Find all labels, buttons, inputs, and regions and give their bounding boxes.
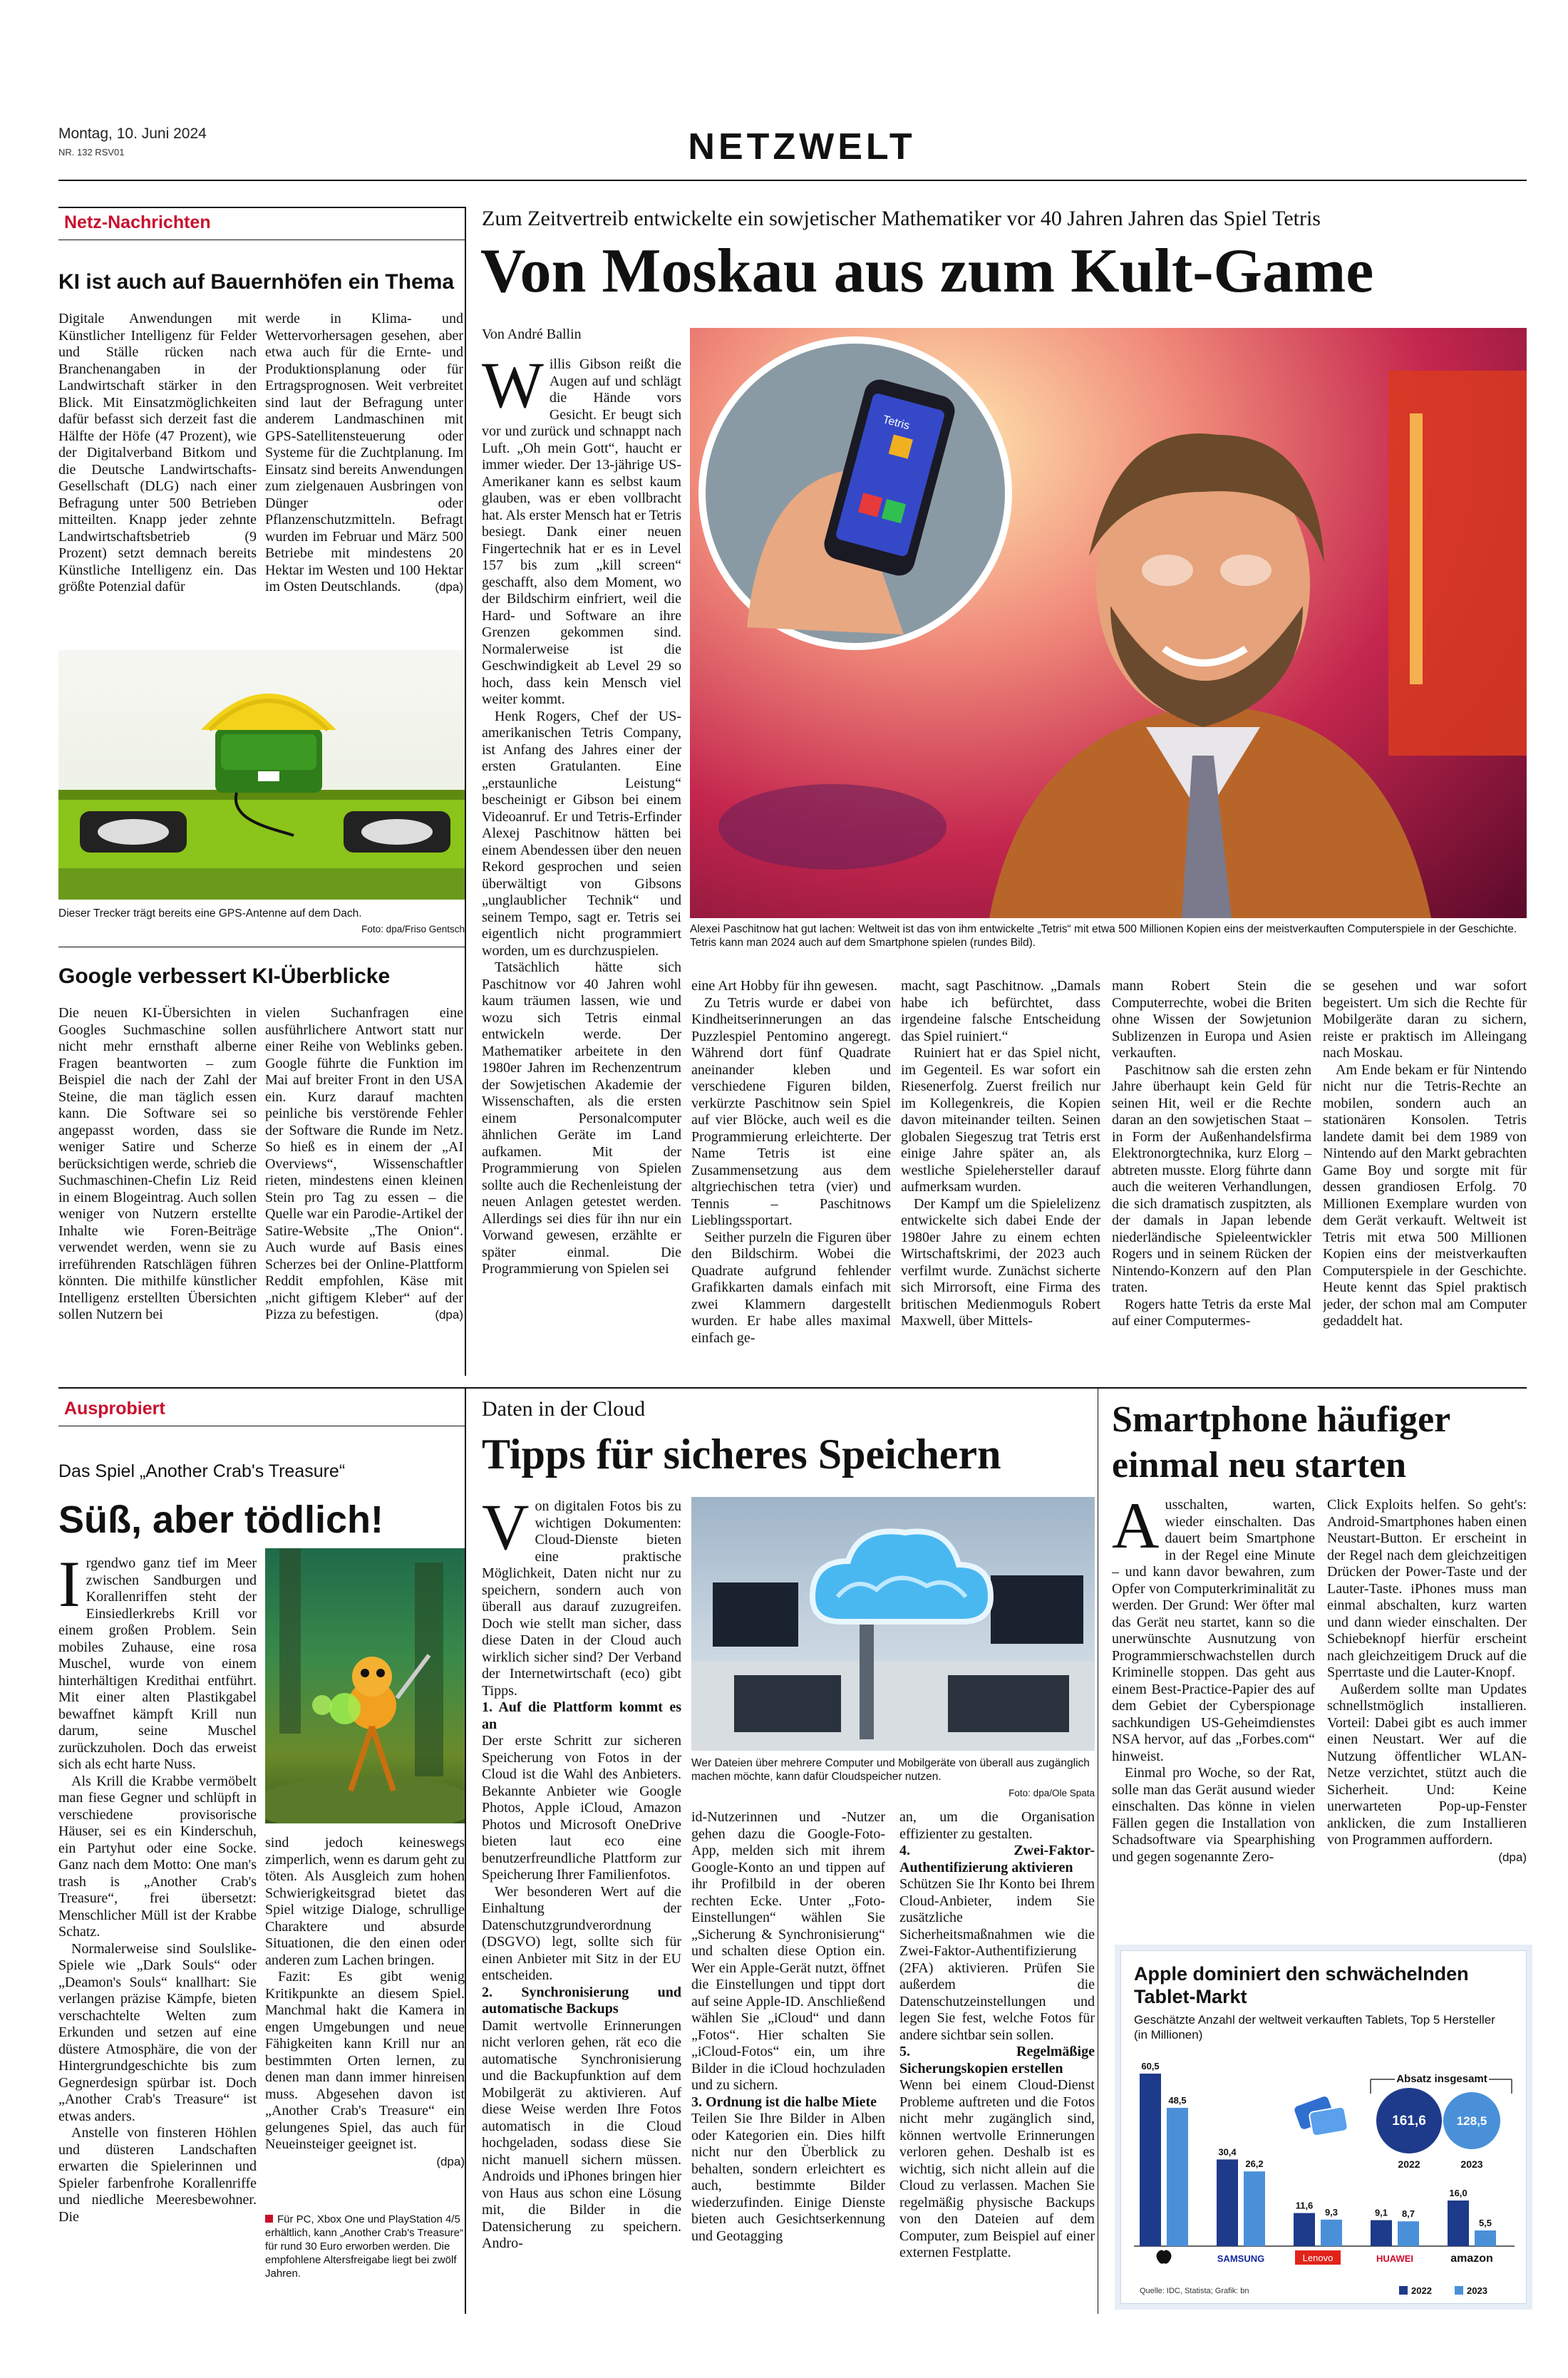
tetris-col1 bbox=[482, 356, 681, 1372]
tetris-col1-p2: Henk Rogers, Chef der US-amerikanischen Tetris Company, ist Anfang des Jahres einer der ersten Gratulanten. Eine „erstaunliche Leistung“ bescheinigt er Gibson bei einem Videoanruf. Er und Tetris-Erfinder Alexej Paschitnow hätten bei einem Abendessen über den neuen Rekord gesprochen und seien überwältigt von Gibsons „unglaublicher Technik“ und seinem Tempo, sagt er. Tetris sei eigentlich nicht programmiert worden, um es durchzuspielen. bbox=[482, 708, 681, 959]
tractor-credit: Foto: dpa/Friso Gentsch bbox=[361, 924, 465, 935]
tablet-icon-front bbox=[1309, 2106, 1348, 2136]
crab-label: Ausprobiert bbox=[64, 1399, 165, 1419]
news1-col1: Digitale Anwendungen mit Künstlicher Intelligenz für Felder und Ställe rücken nach Branchenangaben in der Landwirtschaft stärker in den Blick. Mit Einsatzmöglichkeiten dafür befasst sich derzeit fast die Hälfte der Höfe (47 Prozent), wie der Digitalverband Bitkom und die Deutsche Landwirtschafts-Gesellschaft (DLG) nach einer Befragung unter 500 Betrieben mitteilten. Knapp jeder zehnte Landwirtschaftsbetrieb (9 Prozent) setzt demnach bereits Künstliche Intelligenz ein. Das größte Potenzial dafür bbox=[58, 311, 257, 594]
tetris-col5-p2: Am Ende bekam er für Nintendo nicht nur die Tetris-Rechte an mobilen, sondern auch an stationären Konsolen. Tetris landete damit bei dem 1989 von Nintendo auf den Markt gebrachten Game Boy und sorgte mit für dessen grandiosen Erfolg. 70 Millionen Exemplare wurden von dem Gerät verkauft. Weltweit ist Tetris mit etwa 500 Millionen Kopien eins der meistverkauften Computerspiele in der Geschichte. Heute kennt das Spiel praktisch jeder, der schon mal am Computer gedaddelt hat. bbox=[1323, 1061, 1527, 1329]
restart-col2-p2: Außerdem sollte man Updates schnellstmöglich installieren. Vorteil: Dabei gibt es auch immer einen Neustart. Wer auf die Nutzung öffentlicher WLAN-Netze verzichtet, stützt auch die Sicherheit. Und: Keine unerwarteten Pop-up-Fenster anklicken, die zum Installieren von Programmen auffordern. bbox=[1327, 1681, 1527, 1848]
tetris-col4-p1: mann Robert Stein die Computerrechte, wobei die Briten ohne Wissen der Sowjetunion Sublizenzen in Europa und Asien verkauften. bbox=[1112, 978, 1311, 1061]
cloud-p1: Der erste Schritt zur sicheren Speicherung von Fotos in der Cloud ist die Wahl des Anbieters. Bekannte Anbieter wie Google Photos, Apple iCloud, Amazon Photos und Microsoft OneDrive bieten laut eco eine benutzerfreundliche Plattform zur Speicherung Ihrer Familienfotos. bbox=[482, 1733, 681, 1883]
cloud-p1b: Wer besonderen Wert auf die Einhaltung der Datenschutzgrundverordnung (DSGVO) legt, sollte sich für einen Anbieter mit Sitz in der EU entscheiden. bbox=[482, 1883, 681, 1983]
category-label-huawei: HUAWEI bbox=[1376, 2253, 1413, 2264]
bar-lenovo-2023 bbox=[1321, 2220, 1342, 2246]
category-label-samsung: SAMSUNG bbox=[1217, 2253, 1265, 2264]
value-label-samsung-2023: 26,2 bbox=[1245, 2158, 1264, 2170]
cloud-heading-3: 3. Ordnung ist die halbe Miete bbox=[691, 2094, 877, 2110]
crab-source-line bbox=[265, 2153, 465, 2171]
news1-col2 bbox=[265, 311, 463, 639]
news2-headline: Google verbessert KI-Überblicke bbox=[58, 964, 391, 988]
news2-col2 bbox=[265, 1005, 463, 1370]
value-label-amazon-2023: 5,5 bbox=[1478, 2218, 1492, 2228]
tetris-dropcap: W bbox=[482, 356, 544, 421]
left-column-rule bbox=[465, 207, 466, 1376]
bar-huawei-2022 bbox=[1371, 2220, 1392, 2246]
cloud-p4: Schützen Sie Ihr Konto bei Ihrem Cloud-Anbieter, indem Sie zusätzliche Sicherheitsmaßnahmen wie die Zwei-Faktor-Authentifizierung (2FA) aktivieren. Prüfen Sie außerdem die Datenschutzeinstellungen und legen Sie fest, welche Fotos für andere sichtbar sein sollen. bbox=[899, 1876, 1095, 2043]
crab-col1-p2: Als Krill die Krabbe vermöbelt man fiese Gegner und schlüpft in verschiedene provisorische Häuser, sei es ein Kinderschuh, ein Partyhut oder eine Socke. Ganz nach dem Motto: One man's trash is „Another Crab's Treasure“, frei übersetzt: Menschlicher Müll ist der Krabbe Schatz. bbox=[58, 1773, 257, 1940]
chart-subtitle: Geschätzte Anzahl der weltweit verkauften Tablets, Top 5 Hersteller (in Millionen) bbox=[1134, 2013, 1495, 2042]
bar-apple-2022 bbox=[1140, 2074, 1161, 2246]
value-label-huawei-2023: 8,7 bbox=[1401, 2208, 1415, 2220]
cloud-heading-4: 4. Zwei-Faktor-Authentifizierung aktivieren bbox=[899, 1843, 1095, 1875]
tetris-col2 bbox=[691, 978, 891, 1372]
bottom-section-rule bbox=[58, 1387, 1527, 1389]
crab-col1-lead: rgendwo ganz tief im Meer zwischen Sandburgen und Korallenriffen steht der Einsiedlerkrebs Krill vor einem großen Problem. Sein mobiles Zuhause, eine rosa Muschel, wurde von einem hinterhältigen Kredithai entführt. Mit einer alten Plastikgabel bewaffnet kämpft Krill nun darum, seine Muschel zurückzuholen. Doch das erweist sich als echt harte Nuss. bbox=[58, 1555, 257, 1772]
tetris-col2-p2: Zu Tetris wurde er dabei von Kindheitserinnerungen an das Puzzlespiel Pentomino angeregt. Während dort fünf Quadrate aneinander kleben und verschiedene Figuren bilden, verkürzte Paschitnow sein Spiel auf vier Blöcke, auch weil es die Programmierung erleichterte. Der Name Tetris ist eine Zusammensetzung aus dem altgriechischen tetra (vier) und Tennis – Paschitnows Lieblingssportart. bbox=[691, 994, 891, 1228]
apple-logo-icon bbox=[1157, 2250, 1172, 2264]
crab-headline: Süß, aber tödlich! bbox=[58, 1498, 384, 1541]
cloud-p5: Wenn bei einem Cloud-Dienst Probleme auftreten und die Fotos nicht mehr zugänglich sind, können wertvolle Erinnerungen verloren gehen. Deshalb ist es wichtig, sich nicht allein auf die Cloud zu verlassen. Machen Sie regelmäßig physische Backups von den Dateien auf dem Computer, zum Beispiel auf einer externen Festplatte. bbox=[899, 2077, 1095, 2260]
cloud-photo bbox=[691, 1497, 1095, 1751]
total-year-2023: 2023 bbox=[1460, 2158, 1483, 2170]
crab-col2-p2: Fazit: Es gibt wenig Kritikpunkte an diesem Spiel. Manchmal hakt die Kamera in engen Umgebungen und neue Fähigkeiten kann Krill nur an bestimmten Orten lernen, zu denen man dann immer hinreisen muss. Abgesehen davon ist „Another Crab's Treasure“ ein gelungenes Spiel, das auch für Neueinsteiger geeignet ist. bbox=[265, 1969, 465, 2152]
cloud-heading-2: 2. Synchronisierung und automatische Backups bbox=[482, 1984, 681, 2017]
phone-screen-text: Tetris bbox=[881, 413, 911, 433]
crab-column-rule bbox=[465, 1387, 466, 2314]
bar-samsung-2022 bbox=[1217, 2159, 1238, 2246]
masthead-rule bbox=[58, 180, 1527, 181]
issue-date: Montag, 10. Juni 2024 bbox=[58, 125, 207, 142]
cloud-col2a: id-Nutzerinnen und -Nutzer gehen dazu die Google-Foto-App, melden sich mit ihrem Google-Konto an und tippen auf ihr Profilbild in der oberen rechten Ecke. Unter „Foto-Einstellungen“ wählen Sie „Sicherung & Synchronisierung“ und schalten diese Option ein. Wer ein Apple-Gerät nutzt, öffnet die Einstellungen und tippt dort auf seine Apple-ID. Anschließend wählen Sie „iCloud“ und dann „Fotos“. Hier schalten Sie „iCloud-Fotos“ ein, um ihre Bilder in die iCloud hochzuladen und zu sichern. bbox=[691, 1809, 885, 2093]
chart-title: Apple dominiert den schwächelnden Tablet-Markt bbox=[1134, 1963, 1469, 2007]
crab-dropcap: I bbox=[58, 1555, 81, 1620]
crab-info-marker bbox=[265, 2215, 273, 2223]
crab-col1 bbox=[58, 1555, 257, 2311]
restart-dropcap: A bbox=[1112, 1497, 1160, 1562]
tetris-caption: Alexei Paschitnow hat gut lachen: Weltweit ist das von ihm entwickelte „Tetris“ mit etwa 500 Millionen Kopien eins der meistverkauften Computerspiele in der Geschichte. Tetris kann man 2024 auch auf dem Smartphone spielen (rundes Bild). bbox=[690, 923, 1517, 949]
tetris-col5-p1: se gesehen und war sofort begeistert. Um sich die Rechte für Mobilgeräte daran zu sichern, reiste er praktisch im Alleingang nach Moskau. bbox=[1323, 978, 1527, 1061]
tetris-byline: Von André Ballin bbox=[482, 326, 582, 342]
value-label-samsung-2022: 30,4 bbox=[1218, 2146, 1237, 2158]
tractor-gps-illustration bbox=[58, 650, 465, 900]
totals-title: Absatz insgesamt bbox=[1396, 2073, 1487, 2085]
cloud-col3a: an, um die Organisation effizienter zu gestalten. bbox=[899, 1809, 1095, 1842]
bar-apple-2023 bbox=[1167, 2108, 1188, 2246]
news2-col2-text: vielen Suchanfragen eine ausführlichere Antwort statt nur einer Reihe von Weblinks geben. Google führte die Funktion im Mai auf breiter Front in den USA ein. Kurz darauf machten peinliche bis verstörende Fehler der Software die Runde im Netz. So hieß es in einem der „AI Overviews“, Wissenschaftler rieten, mindestens einen kleinen Stein pro Tag zu essen – die Quelle war ein Parodie-Artikel der Satire-Website „The Onion“. Auch wurde auf Basis eines Scherzes bei der Online-Plattform Reddit empfohlen, Käse mit „nicht giftigem Kleber“ auf der Pizza zu befestigen. bbox=[265, 1005, 463, 1322]
tetris-kicker: Zum Zeitvertreib entwickelte ein sowjetischer Mathematiker vor 40 Jahren Jahren das Spiel Tetris bbox=[482, 207, 1321, 230]
tetris-col3-p3: Der Kampf um die Spielelizenz entwickelte sich dabei Ende der 1980er Jahre zu einem echten Wirtschaftskrimi, der 2023 auch verfilmt wurde. Zunächst sicherte sich Mirrorsoft, eine Firma des britischen Medienmoguls Robert Maxwell, über Mittels- bbox=[901, 1195, 1100, 1329]
crab-col2 bbox=[265, 1835, 465, 2205]
news1-source: (dpa) bbox=[435, 580, 463, 594]
crab-source: (dpa) bbox=[436, 2154, 465, 2168]
tetris-headline: Von Moskau aus zum Kult-Game bbox=[480, 237, 1374, 306]
cloud-storage-illustration bbox=[691, 1497, 1095, 1751]
tractor-photo bbox=[58, 650, 465, 900]
news-top-rule bbox=[58, 207, 466, 208]
crab-col2-p1: sind jedoch keineswegs zimperlich, wenn es darum geht zu töten. Als Ausgleich zum hohen Schwierigkeitsgrad bietet das Spiel witzige Dialoge, schrullige Charaktere und absurde Situationen, die den einen oder anderen zum Lachen bringen. bbox=[265, 1835, 465, 1968]
legend-label-2023: 2023 bbox=[1467, 2285, 1487, 2296]
category-label-lenovo: Lenovo bbox=[1302, 2253, 1334, 2263]
total-year-2022: 2022 bbox=[1398, 2158, 1420, 2170]
section-title: NETZWELT bbox=[688, 126, 916, 168]
cloud-col1 bbox=[482, 1498, 681, 2311]
bar-amazon-2023 bbox=[1475, 2230, 1496, 2246]
tetris-col5 bbox=[1323, 978, 1527, 1372]
crab-col1-p4: Anstelle von finsteren Höhlen und düsteren Landschaften erwarten die Spielerinnen und Spieler farbenfrohe Korallenriffe und niedliche Meeresbewohner. Die bbox=[58, 2125, 257, 2225]
value-label-apple-2022: 60,5 bbox=[1141, 2061, 1160, 2071]
restart-col2-p1: Click Exploits helfen. So geht's: Android-Smartphones haben einen Neustart-Button. Er erscheint in der Regel nach dem gleichzeitigen Drücken der Power-Taste und der Lauter-Taste. iPhones muss man einmal abschalten, kurz warten und dann wieder einschalten. Der Schiebeknopf hierfür erscheint nach gleichzeitigem Druck auf die Sperrtaste und die Lauter-Knopf. bbox=[1327, 1497, 1527, 1680]
tetris-col3-p1: macht, sagt Paschitnow. „Damals habe ich befürchtet, dass irgendeine falsche Entscheidung das Spiel ruiniert.“ bbox=[901, 978, 1100, 1044]
tetris-col1-p3: Tatsächlich hätte sich Paschitnow vor 40 Jahren wohl kaum träumen lassen, wie und wozu sich Tetris einmal entwickeln werde. Der Mathematiker arbeitete in den 1980er Jahren im Rechenzentrum der Sowjetischen Akademie der Wissenschaften, als die ersten einem Personalcomputer ähnlichen Geräte im Land aufkamen. Mit der Programmierung von Spielen sollte auch die Rechenleistung der neuen Anlagen getestet werden. Allerdings sei dies für ihn nur ein Vorwand gewesen, erzählte er später einmal. Die Programmierung von Spielen sei bbox=[482, 959, 681, 1277]
bar-amazon-2022 bbox=[1448, 2201, 1469, 2246]
tetris-col2-p1: eine Art Hobby für ihn gewesen. bbox=[691, 978, 878, 994]
news-label: Netz-Nachrichten bbox=[64, 212, 211, 232]
total-value-2022: 161,6 bbox=[1392, 2114, 1426, 2129]
tetris-col4-p2: Paschitnow sah die ersten zehn Jahre überhaupt kein Geld für seinen Hit, weil er die Rechte daran an den sowjetischen Staat – in Form der Außenhandelsfirma Elektronorgtechnika, kurz Elorg – abtreten musste. Elorg führte dann auch die weiteren Verhandlungen, die sich dramatisch zuspitzten, als der damals in Japan lebende niederländische Spieleentwickler Rogers und in seinem Rücken der Nintendo-Konzern auf den Plan traten. bbox=[1112, 1061, 1311, 1295]
cloud-p3: Teilen Sie Ihre Bilder in Alben oder Kategorien ein. Dies hilft nicht nur den Überblick zu behalten, sondern erleichtert es auch, bestimmte Bilder wiederzufinden. Einige Dienste bieten auch Gesichtserkennung und Geotagging bbox=[691, 2111, 885, 2244]
restart-source-line bbox=[1327, 1849, 1527, 1866]
crab-info-box bbox=[265, 2213, 465, 2280]
restart-col2 bbox=[1327, 1497, 1527, 1953]
portrait-illustration bbox=[690, 328, 1527, 918]
cloud-col3 bbox=[899, 1809, 1095, 2311]
news1-headline: KI ist auch auf Bauernhöfen ein Thema bbox=[58, 270, 455, 294]
tetris-col4 bbox=[1112, 978, 1311, 1372]
cloud-kicker: Daten in der Cloud bbox=[482, 1397, 646, 1421]
news1-col2-text: werde in Klima- und Wettervorhersagen gesehen, aber etwa auch für die Ernte- und Produktionsplanung oder für Ertragsprognosen. Weit verbreitet sind laut der Befragung unter anderem Landmaschinen mit GPS-Satellitensteuerung oder Systeme für die Zuchtplanung. Im Einsatz sind bereits Anwendungen zum zielgenauen Ausbringen von Dünger oder Pflanzenschutzmitteln. Befragt wurden im Februar und März 500 Betriebe mit mindestens 20 Hektar im Westen und 100 Hektar im Osten Deutschlands. bbox=[265, 311, 463, 594]
tetris-col3 bbox=[901, 978, 1100, 1372]
legend-swatch-2022 bbox=[1399, 2286, 1408, 2295]
restart-headline: Smartphone häufiger einmal neu starten bbox=[1112, 1399, 1450, 1486]
value-label-amazon-2022: 16,0 bbox=[1449, 2188, 1468, 2198]
cloud-caption: Wer Dateien über mehrere Computer und Mobilgeräte von überall aus zugänglich machen möchte, kann dafür Cloudspeicher nutzen. bbox=[691, 1757, 1090, 1783]
tetris-col2-p3: Seither purzeln die Figuren über den Bildschirm. Wobei die Quadrate aufgrund fehlender Grafikkarten damals einfach mit zwei Klammern dargestellt wurden. Er habe alles maximal einfach ge- bbox=[691, 1229, 891, 1346]
bar-samsung-2023 bbox=[1244, 2171, 1265, 2246]
crab-info-text: Für PC, Xbox One und PlayStation 4/5 erhältlich, kann „Another Crab's Treasure“ für rund 30 Euro erworben werden. Die empfohlene Altersfreigabe liegt bei zwölf Jahren. bbox=[265, 2213, 463, 2280]
value-label-lenovo-2023: 9,3 bbox=[1324, 2206, 1339, 2218]
restart-source: (dpa) bbox=[1498, 1850, 1527, 1864]
cloud-dropcap: V bbox=[482, 1498, 530, 1563]
crab-character-illustration bbox=[265, 1548, 465, 1823]
news2-source: (dpa) bbox=[435, 1308, 463, 1322]
value-label-apple-2023: 48,5 bbox=[1168, 2095, 1187, 2106]
value-label-lenovo-2022: 11,6 bbox=[1295, 2200, 1314, 2211]
cloud-p2: Damit wertvolle Erinnerungen nicht verloren gehen, rät eco die automatische Synchronisierung und die Backupfunktion auf dem Mobilgerät zu aktivieren. Auf diese Weise werden Ihre Fotos automatisch in die Cloud hochgeladen, sodass diese Sie nicht manuell sichern müssen. Androids und iPhones bringen hier von Haus aus schon eine Lösung mit, die Bilder in die Datensicherung zu speichern. Andro- bbox=[482, 2017, 681, 2251]
tetris-col4-p3: Rogers hatte Tetris da erste Mal auf einer Computermes- bbox=[1112, 1296, 1311, 1329]
category-label-amazon: amazon bbox=[1450, 2253, 1493, 2265]
tablet-chart-box bbox=[1120, 1950, 1527, 2304]
crab-game-screenshot bbox=[265, 1548, 465, 1823]
cloud-credit: Foto: dpa/Ole Spata bbox=[1009, 1788, 1095, 1798]
cloud-heading-1: 1. Auf die Plattform kommt es an bbox=[482, 1699, 681, 1732]
cloud-col2 bbox=[691, 1809, 885, 2311]
tetris-col3-p2: Ruiniert hat er das Spiel nicht, im Gegenteil. Es war sofort ein Riesenerfolg. Zuerst freilich nur im Kollegenkreis, die Kopien davon miteinander teilten. Seinen globalen Siegeszug trat Tetris erst einige Jahre später an, als westliche Spielehersteller darauf aufmerksam wurden. bbox=[901, 1045, 1100, 1195]
news2-col1: Die neuen KI-Übersichten in Googles Suchmaschine sollen nicht mehr ernsthaft alberne Fragen beantworten – zum Beispiel die nach der Zahl der Steine, die man täglich essen kann. Die Software sei so angepasst worden, dass sie weniger Satire und Scherze berücksichtigen werde, schrieb die Suchmaschinen-Chefin Liz Reid in einem Blogeintrag. Auch sollen weniger von Nutzern erstellte Inhalte wie Foren-Beiträge verwendet werden, wenn sie zu irreführenden Ratschlägen führen könnten. Die mithilfe künstlicher Intelligenz erstellten Übersichten sollen Nutzern bei bbox=[58, 1005, 257, 1322]
crab-col1-p3: Normalerweise sind Soulslike-Spiele wie „Dark Souls“ oder „Deamon's Souls“ knallhart: Sie verlangen präzise Kämpfe, bieten verschachtelte Welten zum Erkunden und setzen auf eine düstere Atmosphäre, die von der Hintergrundgeschichte bis zum Gegnerdesign spürbar ist. Doch „Another Crab's Treasure“ ist etwas anders. bbox=[58, 1940, 257, 2124]
tractor-caption: Dieser Trecker trägt bereits eine GPS-Antenne auf dem Dach. bbox=[58, 907, 362, 920]
legend-swatch-2023 bbox=[1455, 2286, 1463, 2295]
cloud-col1-lead: on digitalen Fotos bis zu wichtigen Dokumenten: Cloud-Dienste bieten eine praktische Möglichkeit, Daten nicht nur zu speichern, sondern auch von überall aus darauf zuzugreifen. Doch wie stellt man sicher, dass diese Daten in der Cloud auch wirklich sicher sind? Der Verband der Internetwirtschaft (eco) gibt Tipps. bbox=[482, 1498, 681, 1699]
bar-huawei-2023 bbox=[1398, 2221, 1419, 2246]
restart-col1 bbox=[1112, 1497, 1315, 1953]
cloud-headline: Tipps für sicheres Speichern bbox=[482, 1431, 1001, 1478]
bar-lenovo-2022 bbox=[1294, 2213, 1315, 2246]
total-value-2023: 128,5 bbox=[1456, 2114, 1487, 2128]
paschitnow-photo bbox=[690, 328, 1527, 918]
issue-number: NR. 132 RSV01 bbox=[58, 147, 125, 158]
legend-label-2022: 2022 bbox=[1411, 2285, 1432, 2296]
cloud-heading-5: 5. Regelmäßige Sicherungskopien erstellen bbox=[899, 2044, 1095, 2076]
restart-col1-p2: Einmal pro Woche, so der Rat, solle man das Gerät ausund wieder einschalten. Das könne in vielen Fällen gegen die Installation von Schadsoftware via Spearphishing und gegen sogenannte Zero- bbox=[1112, 1765, 1315, 1865]
restart-col1-lead: usschalten, warten, wieder einschalten. Das dauert beim Smartphone in der Regel eine Minute – und kann davor bewahren, zum Opfer von Computerkriminalität zu werden. Der Grund: Wer öfter mal das Gerät neu startet, kann so die unerwünschte Ausnutzung von Programmierschwachstellen durch Kriminelle stoppen. Das geht aus einem Best-Practice-Papier des auf dem Gebiet der Cyberspionage sachkundigen US-Geheimdienstes NSA hervor, auf das „Forbes.com“ hinweist. bbox=[1112, 1497, 1315, 1764]
crab-kicker: Das Spiel „Another Crab's Treasure“ bbox=[58, 1461, 346, 1481]
chart-source: Quelle: IDC, Statista; Grafik: bn bbox=[1140, 2287, 1249, 2295]
tablet-bar-chart bbox=[1121, 1951, 1527, 2305]
tetris-col1-lead: illis Gibson reißt die Augen auf und schlägt die Hände vors Gesicht. Er beugt sich vor und zurück und schnappt nach Luft. „Oh mein Gott“, haucht er immer wieder. Der 13-jährige US-Amerikaner kann es selbst kaum glauben, was er eben vollbracht hat. Als erster Mensch hat er Tetris besiegt. Dank einer neuen Fingertechnik hat er es in Level 157 bis zum „kill screen“ geschafft, also dem Moment, wo der Bildschirm einfriert, weil die Hard- und Software an ihre Grenzen gekommen sind. Normalerweise ist die Geschwindigkeit ab Level 29 so hoch, dass kein Mensch viel weiter kommt. bbox=[482, 356, 681, 707]
value-label-huawei-2022: 9,1 bbox=[1374, 2207, 1388, 2218]
